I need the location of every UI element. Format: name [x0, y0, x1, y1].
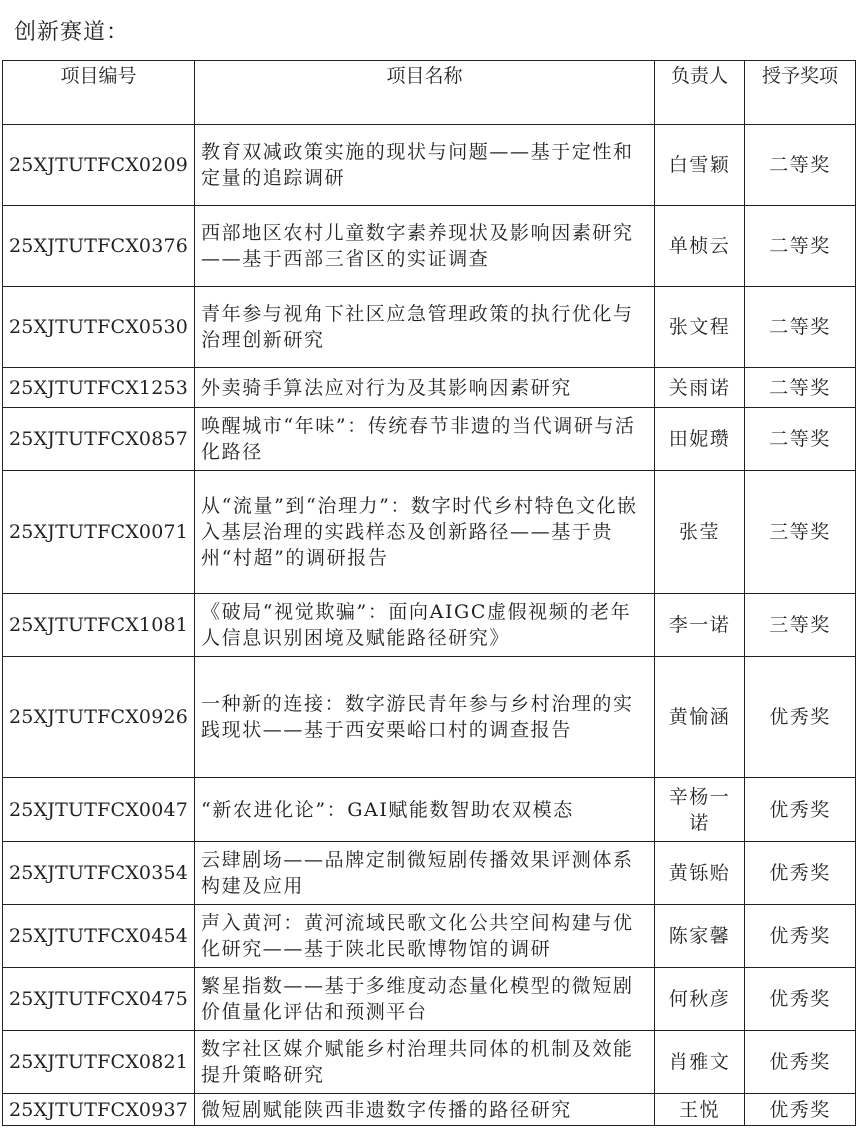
leader-cell: 陈家馨: [655, 905, 745, 968]
project-name-cell: 青年参与视角下社区应急管理政策的执行优化与治理创新研究: [195, 287, 655, 368]
table-header-row: [3, 61, 856, 125]
table-row: [3, 408, 856, 471]
leader-cell: 李一诺: [655, 594, 745, 657]
award-cell: 二等奖: [745, 125, 856, 206]
award-cell: 优秀奖: [745, 778, 856, 842]
award-cell: 优秀奖: [745, 842, 856, 905]
awards-table: [2, 60, 856, 1126]
table-row: [3, 471, 856, 594]
project-id-cell: 25XJTUTFCX0857: [3, 408, 195, 471]
table-row: [3, 905, 856, 968]
leader-cell: 肖雅文: [655, 1031, 745, 1094]
project-id-cell: 25XJTUTFCX0376: [3, 206, 195, 287]
leader-cell: 王悦: [655, 1094, 745, 1126]
table-body: [3, 125, 856, 1126]
project-name-cell: 《破局“视觉欺骗”：面向AIGC虚假视频的老年人信息识别困境及赋能路径研究》: [195, 594, 655, 657]
award-cell: 优秀奖: [745, 1031, 856, 1094]
table-row: [3, 594, 856, 657]
project-id-cell: 25XJTUTFCX1081: [3, 594, 195, 657]
award-cell: 三等奖: [745, 471, 856, 594]
project-name-cell: 繁星指数——基于多维度动态量化模型的微短剧价值量化评估和预测平台: [195, 968, 655, 1031]
project-id-cell: 25XJTUTFCX0454: [3, 905, 195, 968]
table-row: [3, 778, 856, 842]
award-cell: 优秀奖: [745, 657, 856, 778]
project-id-cell: 25XJTUTFCX0354: [3, 842, 195, 905]
leader-cell: 白雪颖: [655, 125, 745, 206]
table-row: [3, 287, 856, 368]
table-row: [3, 657, 856, 778]
column-header-name: 项目名称: [195, 61, 655, 125]
section-title: 创新赛道：: [14, 20, 130, 45]
leader-cell: 张文程: [655, 287, 745, 368]
leader-cell: 黄铄贻: [655, 842, 745, 905]
project-name-cell: 教育双减政策实施的现状与问题——基于定性和定量的追踪调研: [195, 125, 655, 206]
award-cell: 优秀奖: [745, 905, 856, 968]
table-row: [3, 368, 856, 408]
award-cell: 二等奖: [745, 287, 856, 368]
column-header-award: 授予奖项: [745, 61, 856, 125]
award-cell: 优秀奖: [745, 1094, 856, 1126]
award-cell: 三等奖: [745, 594, 856, 657]
leader-cell: 关雨诺: [655, 368, 745, 408]
project-name-cell: 声入黄河：黄河流域民歌文化公共空间构建与优化研究——基于陕北民歌博物馆的调研: [195, 905, 655, 968]
project-id-cell: 25XJTUTFCX1253: [3, 368, 195, 408]
award-cell: 二等奖: [745, 408, 856, 471]
award-cell: 优秀奖: [745, 968, 856, 1031]
leader-cell: 辛杨一诺: [655, 778, 745, 842]
leader-cell: 何秋彦: [655, 968, 745, 1031]
project-id-cell: 25XJTUTFCX0071: [3, 471, 195, 594]
project-name-cell: “新农进化论”：GAI赋能数智助农双模态: [195, 778, 655, 842]
project-name-cell: 一种新的连接：数字游民青年参与乡村治理的实践现状——基于西安栗峪口村的调查报告: [195, 657, 655, 778]
column-header-leader: 负责人: [655, 61, 745, 125]
table-row: [3, 206, 856, 287]
award-cell: 二等奖: [745, 368, 856, 408]
table-row: [3, 968, 856, 1031]
project-name-cell: 数字社区媒介赋能乡村治理共同体的机制及效能提升策略研究: [195, 1031, 655, 1094]
table-row: [3, 125, 856, 206]
table-row: [3, 1094, 856, 1126]
project-name-cell: 微短剧赋能陕西非遗数字传播的路径研究: [195, 1094, 655, 1126]
award-cell: 二等奖: [745, 206, 856, 287]
project-name-cell: 云肆剧场——品牌定制微短剧传播效果评测体系构建及应用: [195, 842, 655, 905]
table-row: [3, 842, 856, 905]
project-id-cell: 25XJTUTFCX0209: [3, 125, 195, 206]
leader-cell: 单桢云: [655, 206, 745, 287]
project-name-cell: 外卖骑手算法应对行为及其影响因素研究: [195, 368, 655, 408]
project-id-cell: 25XJTUTFCX0821: [3, 1031, 195, 1094]
leader-cell: 田妮瓒: [655, 408, 745, 471]
project-id-cell: 25XJTUTFCX0937: [3, 1094, 195, 1126]
project-name-cell: 西部地区农村儿童数字素养现状及影响因素研究——基于西部三省区的实证调查: [195, 206, 655, 287]
project-id-cell: 25XJTUTFCX0047: [3, 778, 195, 842]
leader-cell: 张莹: [655, 471, 745, 594]
project-name-cell: 从“流量”到“治理力”：数字时代乡村特色文化嵌入基层治理的实践样态及创新路径——基于贵州“村超”的调研报告: [195, 471, 655, 594]
project-id-cell: 25XJTUTFCX0926: [3, 657, 195, 778]
column-header-id: 项目编号: [3, 61, 195, 125]
project-id-cell: 25XJTUTFCX0475: [3, 968, 195, 1031]
project-id-cell: 25XJTUTFCX0530: [3, 287, 195, 368]
project-name-cell: 唤醒城市“年味”：传统春节非遗的当代调研与活化路径: [195, 408, 655, 471]
table-row: [3, 1031, 856, 1094]
leader-cell: 黄愉涵: [655, 657, 745, 778]
